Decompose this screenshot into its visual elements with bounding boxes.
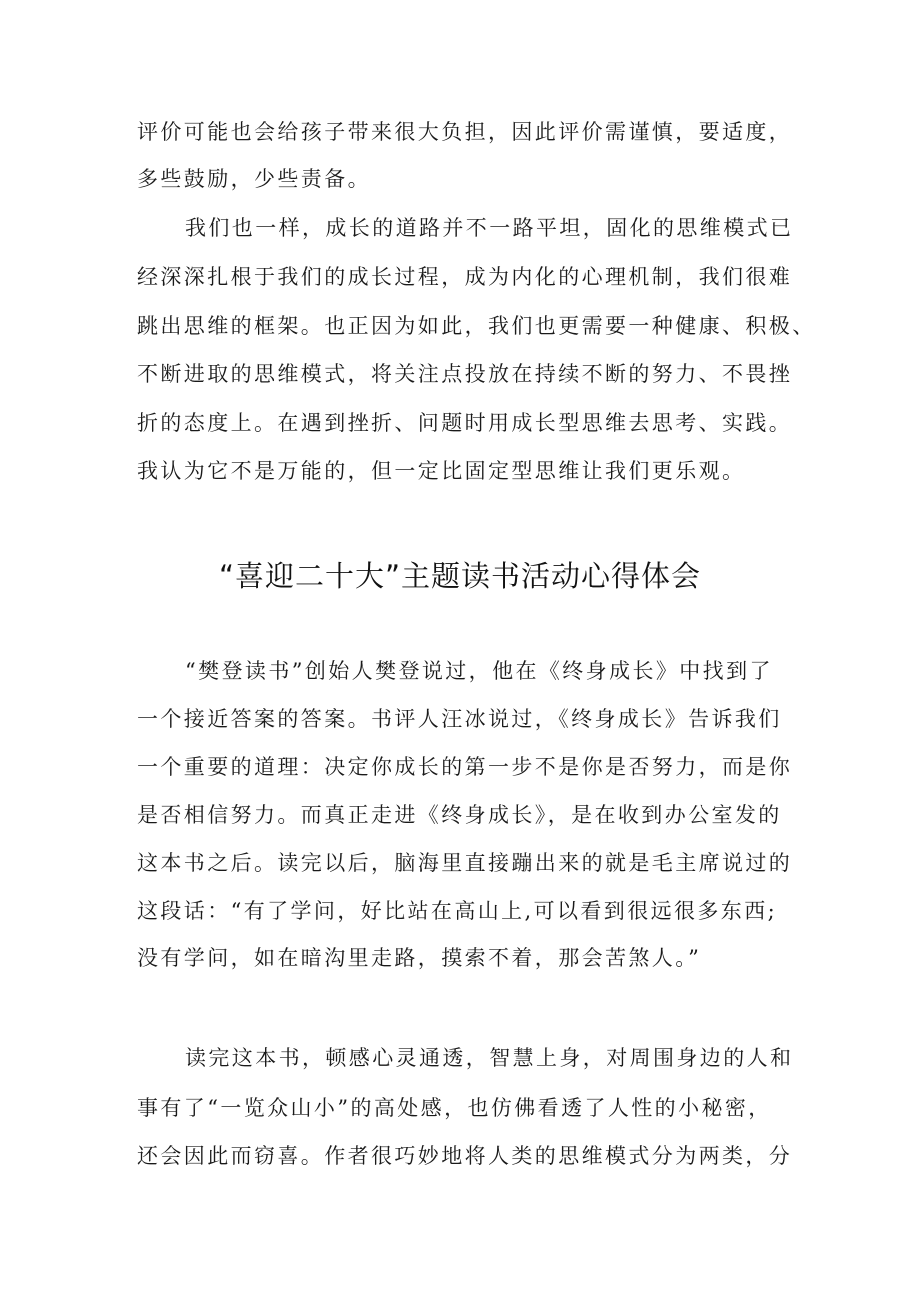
paragraph-line: 经深深扎根于我们的成长过程，成为内化的心理机制，我们很难 [137,265,793,289]
paragraph-line: 这段话：“有了学问，好比站在高山上,可以看到很远很多东西; [137,899,778,923]
paragraph-line: 折的态度上。在遇到挫折、问题时用成长型思维去思考、实践。 [137,411,793,435]
paragraph-line: 一个接近答案的答案。书评人汪冰说过，《终身成长》告诉我们 [137,707,782,731]
section-title: “喜迎二十大”主题读书活动心得体会 [218,559,702,593]
paragraph-line: 评价可能也会给孩子带来很大负担，因此评价需谨慎，要适度， [137,120,793,144]
paragraph-line: 事有了“一览众山小”的高处感，也仿佛看透了人性的小秘密， [137,1096,772,1120]
paragraph-line: 我认为它不是万能的，但一定比固定型思维让我们更乐观。 [137,459,746,483]
paragraph-line: 读完这本书，顿感心灵通透，智慧上身，对周围身边的人和 [185,1046,794,1070]
paragraph-line: 还会因此而窃喜。作者很巧妙地将人类的思维模式分为两类，分 [137,1144,793,1168]
paragraph-line: 我们也一样，成长的道路并不一路平坦，固化的思维模式已 [185,216,794,240]
paragraph-line: “樊登读书”创始人樊登说过，他在《终身成长》中找到了 [185,659,773,683]
paragraph-line: 跳出思维的框架。也正因为如此，我们也更需要一种健康、积极、 [137,314,816,338]
paragraph-line: 不断进取的思维模式，将关注点投放在持续不断的努力、不畏挫 [137,362,793,386]
paragraph-line: 是否相信努力。而真正走进《终身成长》，是在收到办公室发的 [137,803,782,827]
paragraph-line: 一个重要的道理：决定你成长的第一步不是你是否努力，而是你 [137,755,793,779]
paragraph-line: 这本书之后。读完以后，脑海里直接蹦出来的就是毛主席说过的 [137,851,793,875]
paragraph-line: 没有学问，如在暗沟里走路，摸索不着，那会苦煞人。” [137,946,702,970]
paragraph-line: 多些鼓励，少些责备。 [137,167,371,191]
